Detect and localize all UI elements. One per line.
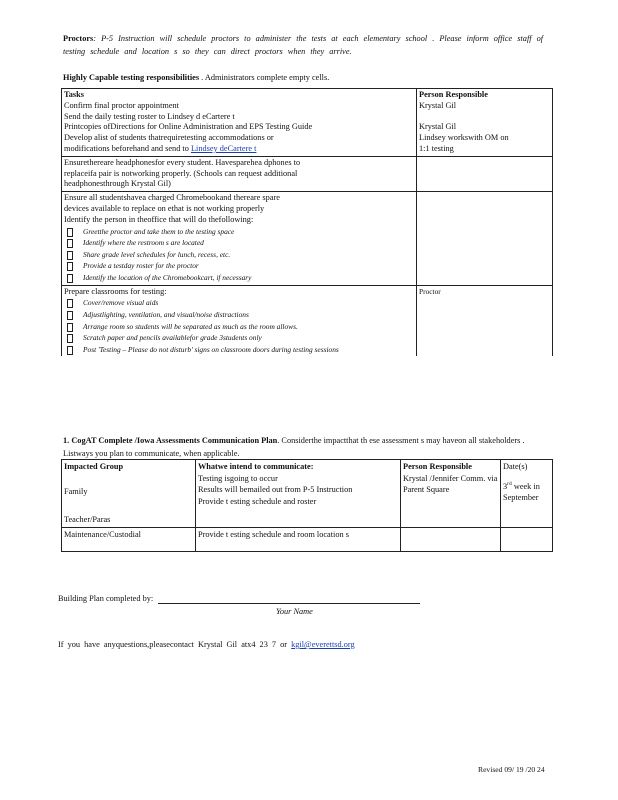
maint-what: Provide t esting schedule and room location s (196, 527, 401, 551)
table-row (62, 527, 553, 551)
task-cell (62, 156, 417, 191)
task-line: Identify the person in theoffice that will do thefollowing: (64, 214, 254, 224)
task-line: Printcopies ofDirections for Online Administration and EPS Testing Guide (64, 122, 313, 132)
list-item: Provide a testday roster for the proctor (83, 260, 414, 272)
date-number: 3 (503, 481, 508, 491)
your-name-label: Your Name (276, 607, 313, 616)
table-row (62, 192, 553, 285)
email-link[interactable]: kgil@everettsd.org (291, 640, 355, 649)
person-line: Krystal Gil (419, 100, 457, 110)
lindsey-link[interactable]: Lindsey deCartere t (190, 143, 257, 153)
person-cell (417, 285, 553, 356)
person-line: Krystal Gil (419, 122, 457, 132)
classroom-prep-list (64, 297, 414, 355)
what-cell (196, 460, 401, 528)
what-header: Whatwe intend to communicate: (198, 462, 314, 471)
list-item: Greetthe proctor and take them to the testing space (83, 226, 414, 238)
office-duties-list (64, 226, 414, 284)
tasks-header: Tasks (64, 90, 84, 99)
comm-plan-text: . Considerthe impactthat th ese assessment s may haveon all stakeholders . Listways you plan to communicate, when applicable. (63, 436, 525, 458)
person-line: 1:1 testing (419, 143, 454, 153)
list-item: Adjustlighting, ventilation, and visual/noise distractions (83, 309, 414, 321)
task-line (64, 144, 414, 155)
impacted-group-header: Impacted Group (64, 462, 124, 471)
task-line: Confirm final proctor appointment (64, 100, 179, 110)
list-item: Identify the location of the Chromebookcart, if necessary (83, 272, 414, 284)
task-line: headphonesthrough Krystal Gil) (64, 179, 171, 189)
highly-capable-table (61, 88, 553, 356)
person-cell (401, 460, 501, 528)
maint-date (501, 527, 553, 551)
task-cell (62, 285, 417, 356)
person-header: Person Responsible (419, 90, 488, 99)
table-row (62, 460, 553, 528)
highly-capable-heading: Highly Capable testing responsibilities (63, 73, 200, 82)
table-row (62, 89, 553, 157)
comm-plan-number: 1. (63, 436, 70, 445)
task-line: Develop alist of students thatrequiretesting accommodations or (64, 133, 274, 143)
signature-line[interactable] (158, 603, 420, 604)
list-item: Identify where the restroom s are located (83, 237, 414, 249)
proctors-label: Proctors (63, 34, 94, 43)
building-plan-label: Building Plan completed by: (58, 594, 154, 603)
date-header: Date(s) (503, 462, 528, 471)
person-line (419, 112, 550, 123)
group-maint: Maintenance/Custodial (62, 527, 196, 551)
comm-plan-heading: CogAT Complete /Iowa Assessments Communication Plan (71, 436, 278, 445)
table-row (62, 285, 553, 356)
date-value (503, 479, 550, 504)
what-line: Provide t esting schedule and roster (198, 496, 317, 506)
date-rest: week in September (503, 481, 540, 502)
comm-plan-paragraph (63, 435, 553, 460)
task-line: Prepare classrooms for testing: (64, 286, 167, 296)
communication-plan-table (61, 459, 553, 552)
list-item: Scratch paper and pencils availablefor grade 3students only (83, 332, 414, 344)
highly-capable-heading-line (63, 73, 555, 82)
contact-text: If you have anyquestions,pleasecontact Krystal Gil atx4 23 7 or (58, 640, 288, 649)
what-line: Testing isgoing to occur (198, 473, 278, 483)
person-header: Person Responsible (403, 462, 472, 471)
revised-date: Revised 09/ 19 /20 24 (478, 765, 545, 774)
proctors-paragraph (63, 32, 555, 58)
list-item: Cover/remove visual aids (83, 297, 414, 309)
person-line: Proctor (419, 286, 441, 296)
group-teacher: Teacher/Paras (64, 515, 111, 524)
what-line: Results will bemailed out from P-5 Instruction (198, 485, 353, 494)
task-line: Ensurethereare headphonesfor every student. Havesparehea dphones to (64, 157, 301, 167)
group-family: Family (64, 486, 88, 496)
maint-person (401, 527, 501, 551)
task-cell (62, 89, 417, 157)
task-line: Ensure all studentshavea charged Chromebookand thereare spare (64, 193, 280, 203)
list-item: Arrange room so students will be separated as much as the room allows. (83, 321, 414, 333)
person-line: Lindsey workswith OM on (419, 133, 509, 143)
task-line-text: modifications beforehand and send to (64, 143, 189, 153)
proctors-text: : P-5 Instruction will schedule proctors to administer the tests at each elementary school . Please inform office staff of testing schedule and location s so they can direct proctors when they arrive. (63, 34, 544, 56)
person-cell (417, 156, 553, 191)
person-cell (417, 192, 553, 285)
table-row (62, 156, 553, 191)
date-suffix: rd (507, 480, 512, 487)
group-cell (62, 460, 196, 528)
task-line: Send the daily testing roster to Lindsey d eCartere t (64, 111, 235, 121)
list-item: Post 'Testing – Please do not disturb' signs on classroom doors during testing sessions (83, 344, 414, 356)
date-cell (501, 460, 553, 528)
person-cell (417, 89, 553, 157)
person-value: Krystal /Jennifer Comm. via Parent Square (403, 473, 498, 494)
task-cell (62, 192, 417, 285)
task-line: replaceifa pair is notworking properly. (Schools can request additional (64, 168, 298, 178)
contact-line (58, 640, 355, 649)
highly-capable-heading-suffix: . Administrators complete empty cells. (201, 73, 330, 82)
task-line: devices available to replace on ethat is not working properly (64, 203, 265, 213)
list-item: Share grade level schedules for lunch, recess, etc. (83, 249, 414, 261)
